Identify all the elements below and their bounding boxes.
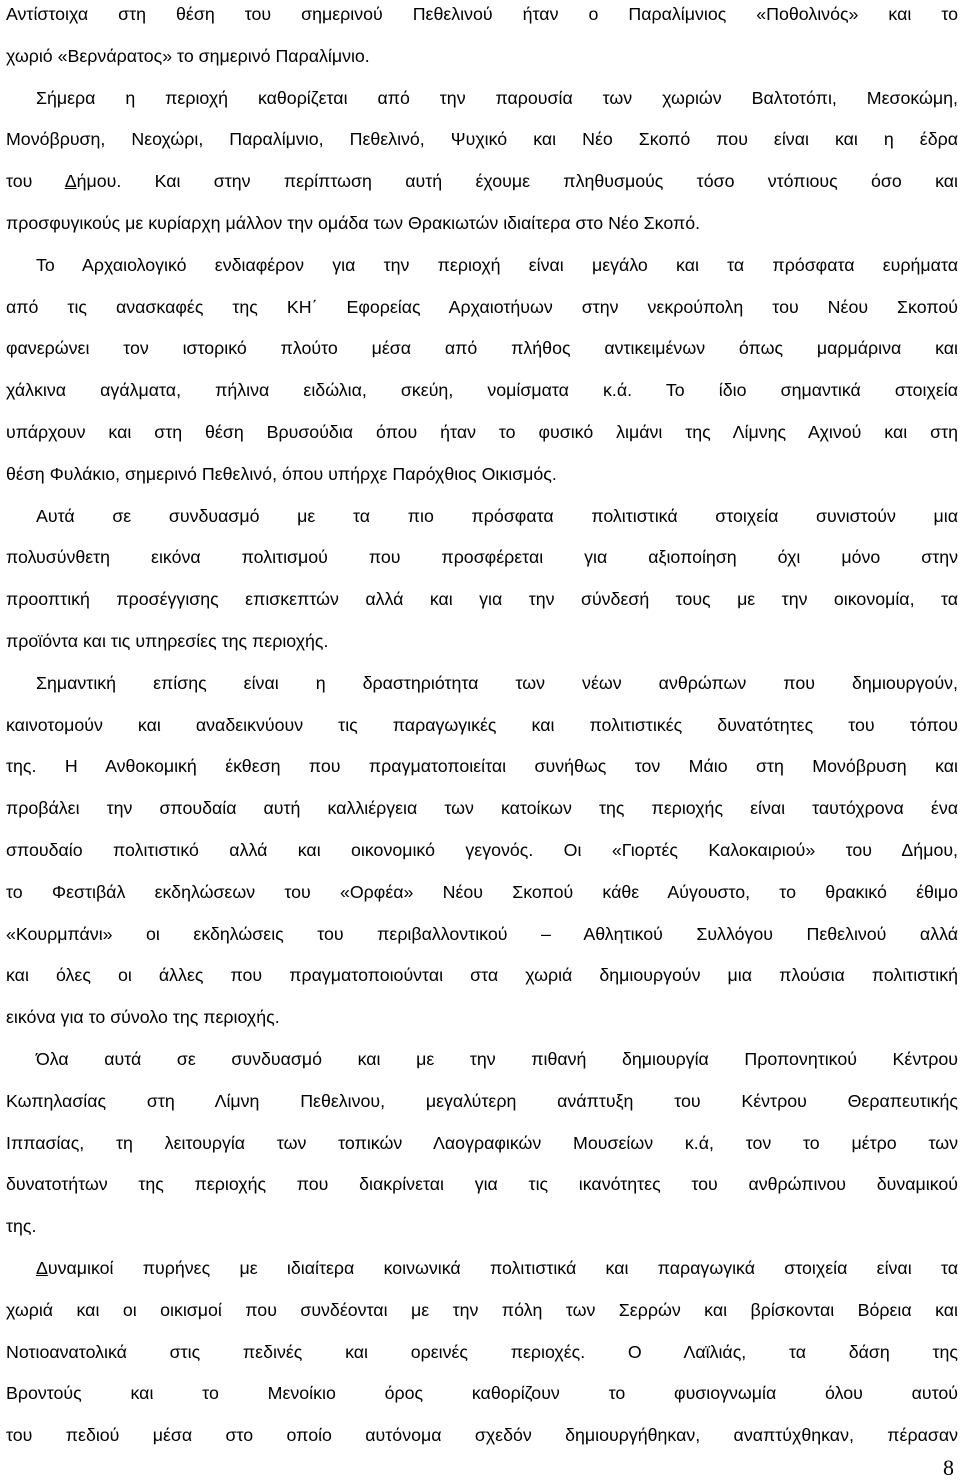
page-number: 8 (943, 1455, 954, 1480)
text-line: της. Η Ανθοκομική έκθεση που πραγματοποιείται συνήθως τον Μάιο στη Μονόβρυση και (6, 756, 958, 777)
text-line: δυνατοτήτων της περιοχής που διακρίνεται για τις ικανότητες του ανθρώπινου δυναμικού (6, 1174, 958, 1195)
text-line: Ιππασίας, τη λειτουργία των τοπικών Λαογραφικών Μουσείων κ.ά, τον το μέτρο των (6, 1132, 958, 1153)
text-line: Κωπηλασίας στη Λίμνη Πεθελινου, μεγαλύτερη ανάπτυξη του Κέντρου Θεραπευτικής (6, 1090, 958, 1111)
paragraph-first-line: Σημαντική επίσης είναι η δραστηριότητα των νέων ανθρώπων που δημιουργούν, (36, 672, 958, 693)
text-line: προσφυγικούς με κυρίαρχη μάλλον την ομάδα των Θρακιωτών ιδιαίτερα στο Νέο Σκοπό. (6, 212, 701, 233)
text-line: καινοτομούν και αναδεικνύουν τις παραγωγικές και πολιτιστικές δυνατότητες του τόπου (6, 714, 958, 735)
text-line: εικόνα για το σύνολο της περιοχής. (6, 1007, 280, 1028)
text-line: «Κουρμπάνι» οι εκδηλώσεις του περιβαλλοντικού – Αθλητικού Συλλόγου Πεθελινού αλλά (6, 923, 958, 944)
text-line: σπουδαίο πολιτιστικό αλλά και οικονομικό γεγονός. Οι «Γιορτές Καλοκαιριού» του Δήμου, (6, 839, 958, 860)
text-line: Μονόβρυση, Νεοχώρι, Παραλίμνιο, Πεθελινό, Ψυχικό και Νέο Σκοπό που είναι και η έδρα (6, 129, 958, 150)
text-line: χάλκινα αγάλματα, πήλινα ειδώλια, σκεύη, νομίσματα κ.ά. Το ίδιο σημαντικά στοιχεία (6, 380, 958, 401)
paragraph-first-line: Το Αρχαιολογικό ενδιαφέρον για την περιοχή είναι μεγάλο και τα πρόσφατα ευρήματα (36, 254, 958, 275)
paragraph-first-line: Όλα αυτά σε συνδυασμό και με την πιθανή δημιουργία Προπονητικού Κέντρου (36, 1048, 958, 1069)
text-line: της. (6, 1216, 37, 1237)
text-line: υπάρχουν και στη θέση Βρυσούδια όπου ήταν το φυσικό λιμάνι της Λίμνης Αχινού και στη (6, 421, 958, 442)
text-line: του Δήμου. Και στην περίπτωση αυτή έχουμε πληθυσμούς τόσο ντόπιους όσο και (6, 171, 958, 192)
text-line: το Φεστιβάλ εκδηλώσεων του «Ορφέα» Νέου Σκοπού κάθε Αύγουστο, το θρακικό έθιμο (6, 881, 958, 902)
text-line: προοπτική προσέγγισης επισκεπτών αλλά και για την σύνδεσή τους με την οικονομία, τα (6, 589, 958, 610)
text-line: Νοτιοανατολικά στις πεδινές και ορεινές περιοχές. Ο Λαϊλιάς, τα δάση της (6, 1341, 958, 1362)
text-line: από τις ανασκαφές της ΚΗ΄ Εφορείας Αρχαιοτήυων στην νεκρούπολη του Νέου Σκοπού (6, 296, 958, 317)
underlined-text: Δ (36, 1257, 48, 1278)
underlined-text: Δ (64, 171, 77, 192)
text-line: προβάλει την σπουδαία αυτή καλλιέργεια των κατοίκων της περιοχής είναι ταυτόχρονα ένα (6, 798, 958, 819)
text-line: χωριά και οι οικισμοί που συνδέονται με την πόλη των Σερρών και βρίσκονται Βόρεια και (6, 1299, 958, 1320)
text-line: του πεδιού μέσα στο οποίο αυτόνομα σχεδόν δημιουργήθηκαν, αναπτύχθηκαν, πέρασαν (6, 1425, 958, 1446)
text-line: και όλες οι άλλες που πραγματοποιούνται στα χωριά δημιουργούν μια πλούσια πολιτιστική (6, 965, 958, 986)
paragraph-first-line: Αυτά σε συνδυασμό με τα πιο πρόσφατα πολιτιστικά στοιχεία συνιστούν μια (36, 505, 958, 526)
paragraph-first-line: Δυναμικοί πυρήνες με ιδιαίτερα κοινωνικά πολιτιστικά και παραγωγικά στοιχεία είναι τα (36, 1257, 958, 1278)
text-line: χωριό «Βερνάρατος» το σημερινό Παραλίμνιο. (6, 45, 370, 66)
text-line: θέση Φυλάκιο, σημερινό Πεθελινό, όπου υπήρχε Παρόχθιος Οικισμός. (6, 463, 557, 484)
text-line: φανερώνει τον ιστορικό πλούτο μέσα από πλήθος αντικειμένων όπως μαρμάρινα και (6, 338, 958, 359)
body-text (6, 0, 958, 1457)
text-line: Βροντούς και το Μενοίκιο όρος καθορίζουν το φυσιογνωμία όλου αυτού (6, 1383, 958, 1404)
paragraph-first-line: Σήμερα η περιοχή καθορίζεται από την παρουσία των χωριών Βαλτοτόπι, Μεσοκώμη, (36, 87, 958, 108)
text-line: προϊόντα και τις υπηρεσίες της περιοχής. (6, 630, 329, 651)
text-line: Αντίστοιχα στη θέση του σημερινού Πεθελινού ήταν ο Παραλίμνιος «Ποθολινός» και το (6, 4, 958, 24)
text-line: πολυσύνθετη εικόνα πολιτισμού που προσφέρεται για αξιοποίηση όχι μόνο στην (6, 547, 958, 568)
